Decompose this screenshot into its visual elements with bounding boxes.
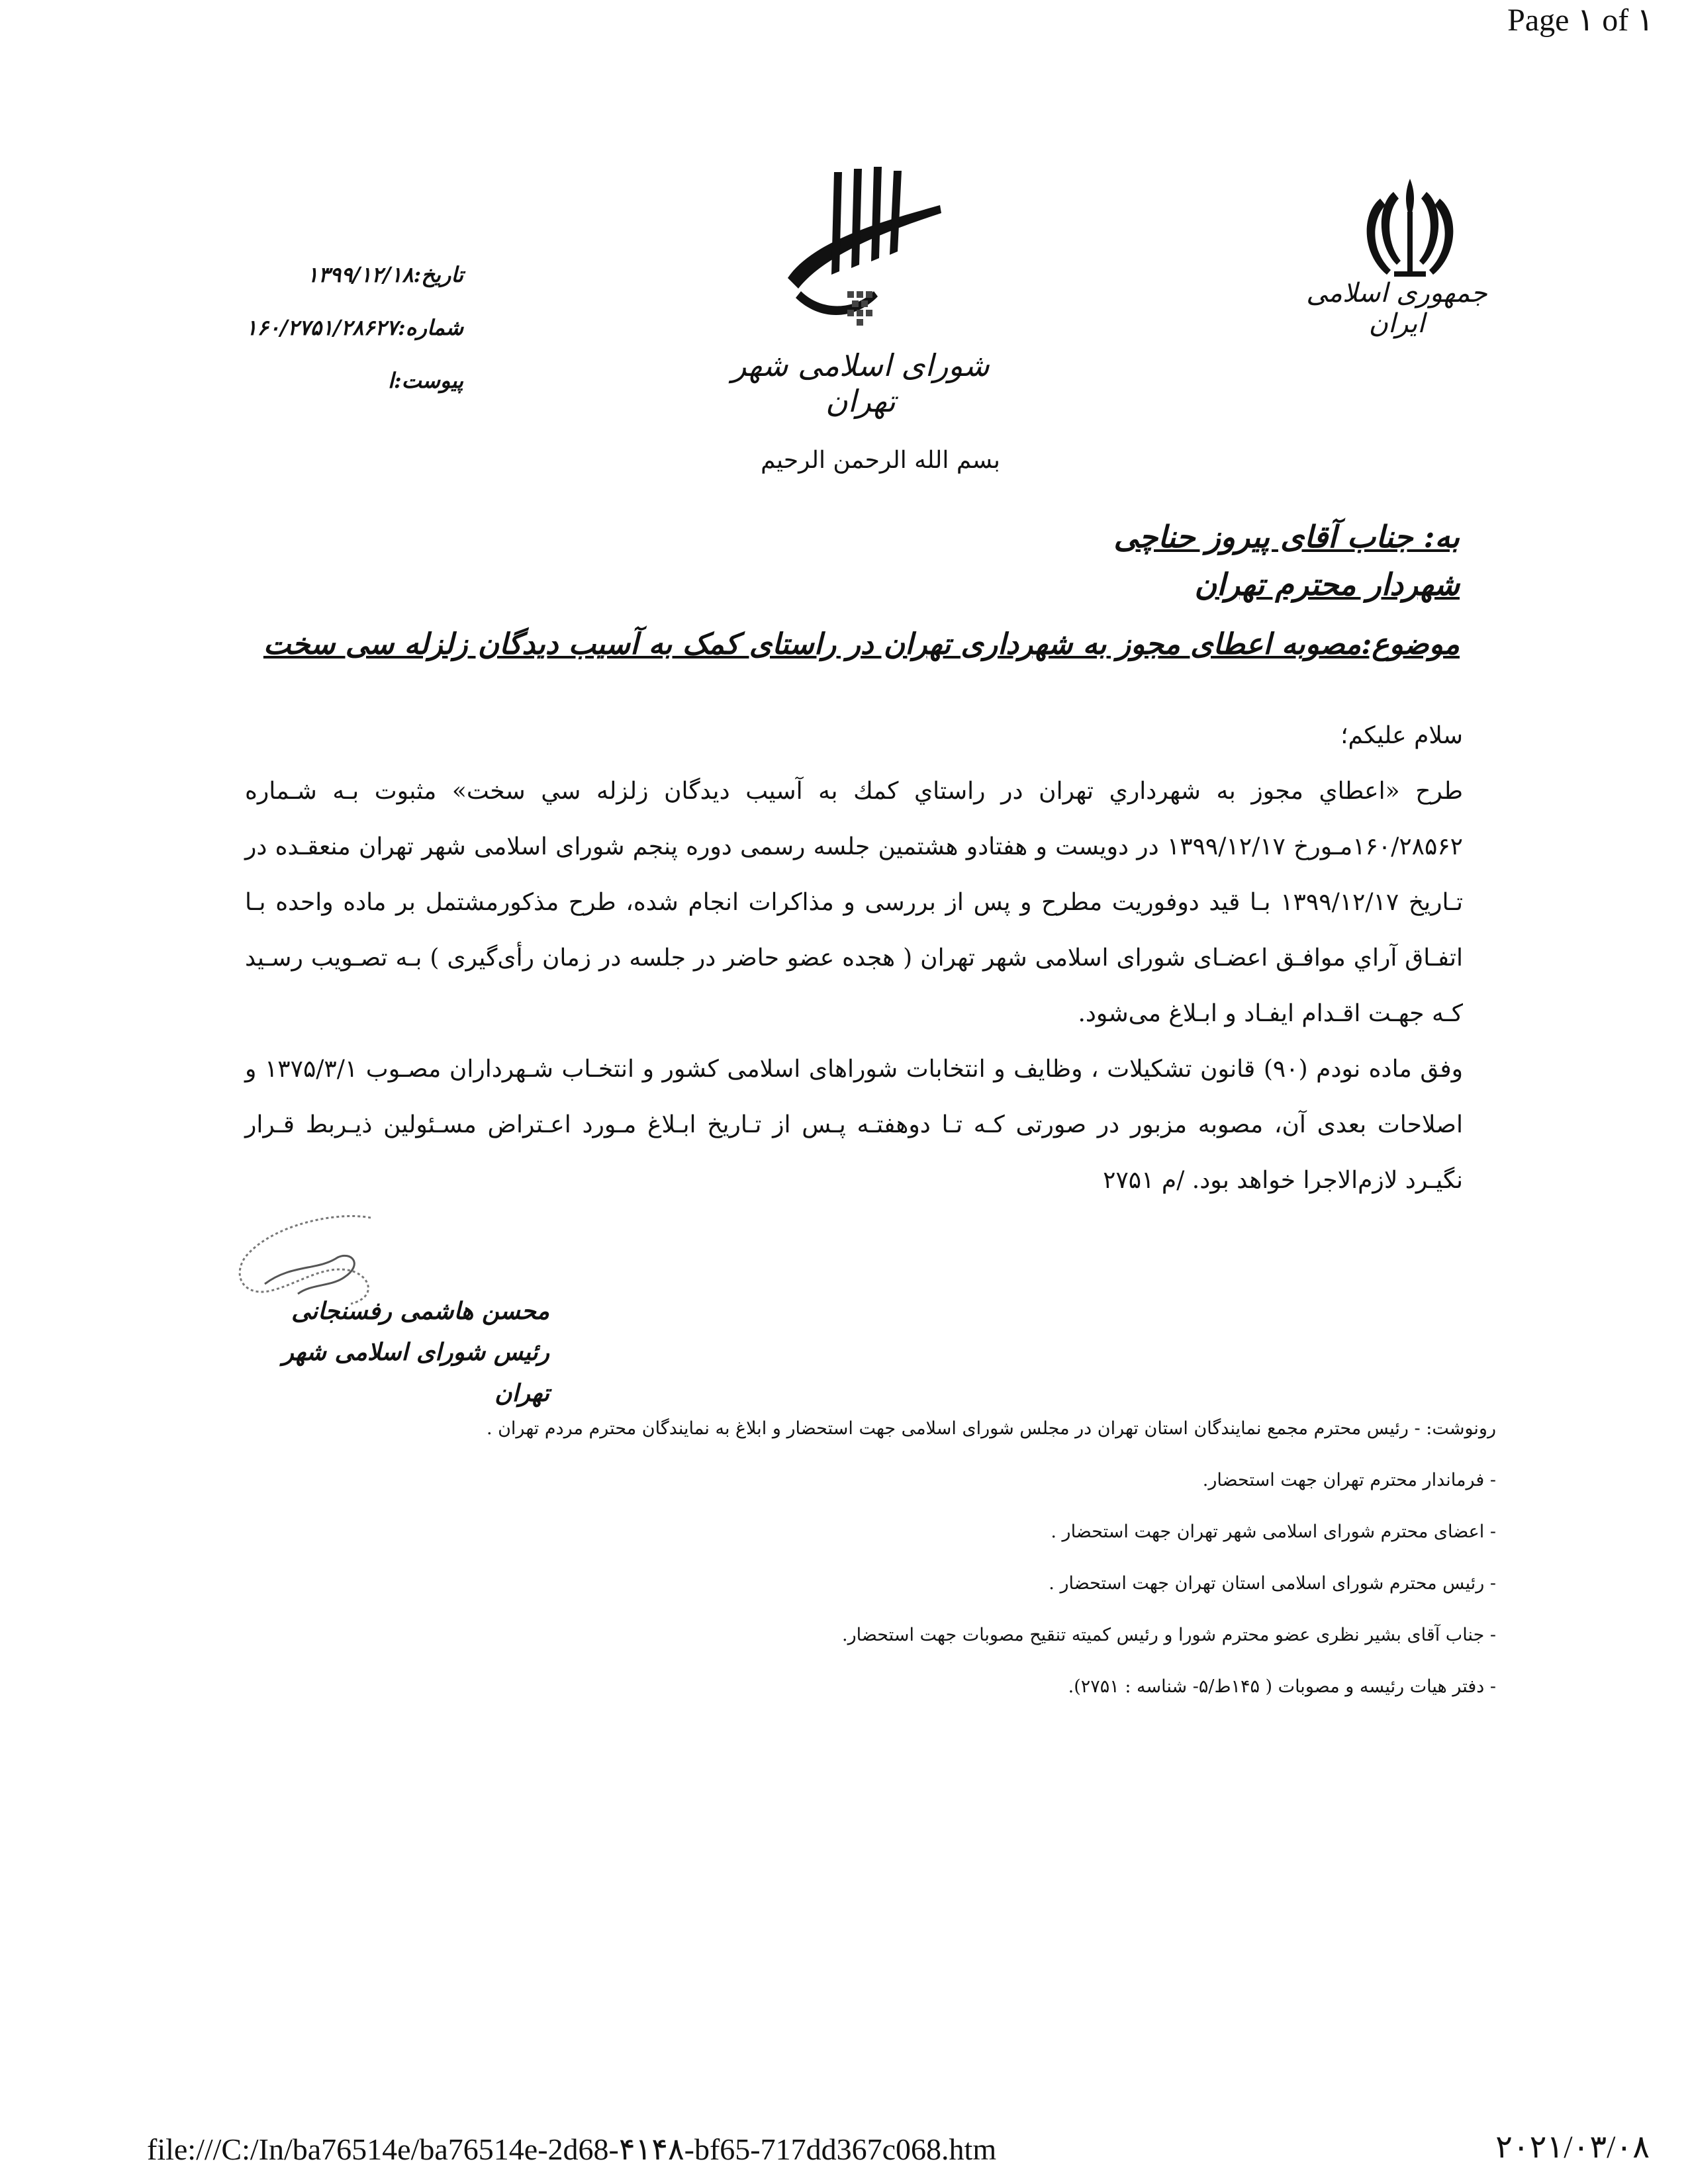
- bismillah: بسم الله الرحمن الرحيم: [761, 447, 1000, 474]
- letter-body: [245, 708, 1463, 1208]
- addressee-name: به: جناب آقای پیروز حناچی: [1113, 519, 1460, 555]
- cc-item: - دفتر هیات رئیسه و مصوبات ( ۱۴۵ط/۵- شناسه : ۲۷۵۱).: [1068, 1676, 1496, 1697]
- signer-block: [245, 1291, 549, 1414]
- addressee: [1113, 513, 1460, 608]
- print-date: ۲۰۲۱/۰۳/۰۸: [1495, 2130, 1650, 2165]
- signer-name: محسن هاشمی رفسنجانی: [291, 1297, 549, 1325]
- council-caption: شورای اسلامی شهر تهران: [731, 347, 990, 419]
- emblem-caption: جمهوری اسلامی ایران: [1306, 278, 1487, 339]
- cc-item: - فرماندار محترم تهران جهت استحضار.: [1202, 1470, 1496, 1490]
- cc-item: رونوشت: - رئیس محترم مجمع نمایندگان استان تهران در مجلس شورای اسلامی جهت استحضار و ابلاغ به نمایندگان محترم مردم تهران .: [486, 1418, 1496, 1439]
- body-paragraph-1: طرح «اعطاي مجوز به شهرداري تهران در راستاي كمك به آسيب ديدگان زلزله سي سخت» مثبوت بـه شـماره ۱۶۰/۲۸۵۶۲مـورخ ۱۳۹۹/۱۲/۱۷ در دویست و هفتادو هشتمین جلسه رسمی دوره پنجم شورای اسلامی شهر تهران منعقـده در تـاریخ ۱۳۹۹/۱۲/۱۷ بـا قید دوفوریت مطرح و پس از بررسی و مذاکرات انجام شده، طرح مذکورمشتمل بر ماده واحده بـا اتفـاق آراي موافـق اعضـای شورای اسلامی شهر تهران ( هجده عضو حاضر در جلسه در زمان رأی‌گیری ) بـه تصـویب رسـید کـه جهـت اقـدام ایفـاد و ابـلاغ می‌شود.: [245, 778, 1464, 1027]
- addressee-title: شهردار محترم تهران: [1194, 567, 1460, 602]
- letter-meta: [238, 248, 463, 407]
- letter-attachment: پیوست:ا: [387, 368, 463, 393]
- body-paragraph-2: وفق ماده نودم (۹۰) قانون تشکیلات ، وظایف و انتخابات شوراهای اسلامی کشور و انتخـاب شـهرداران مصـوب ۱۳۷۵/۳/۱ و اصلاحات بعدی آن، مصوبه مزبور در صورتی کـه تـا دوهفتـه پـس از تـاریخ ابـلاغ مـورد اعـتراض مسـئولین ذیـربط قـرار نگیـرد لازم‌الاجرا خواهد بود. /م ۲۷۵۱: [245, 1056, 1464, 1194]
- letter-number: شماره:۱۶۰/۲۷۵۱/۲۸۶۲۷: [246, 315, 463, 340]
- signer-title: رئیس شورای اسلامی شهر تهران: [282, 1338, 549, 1407]
- cc-item: - جناب آقای بشیر نظری عضو محترم شورا و رئیس کمیته تنقیح مصوبات جهت استحضار.: [842, 1625, 1496, 1645]
- greeting: سلام علیکم؛: [1340, 722, 1463, 749]
- cc-item: - اعضای محترم شورای اسلامی شهر تهران جهت استحضار .: [1051, 1522, 1496, 1542]
- cc-list: [486, 1403, 1496, 1713]
- letter-date: تاریخ:۱۳۹۹/۱۲/۱۸: [306, 262, 463, 287]
- file-path: file:///C:/In/ba76514e/ba76514e-2d68-۴۱۴۸-bf65-717dd367c068.htm: [147, 2132, 997, 2166]
- letter-subject: موضوع:مصوبه اعطای مجوز به شهرداری تهران در راستای کمک به آسیب دیدگان زلزله سی سخت: [263, 627, 1460, 661]
- page-number: Page ۱ of ۱: [1507, 3, 1654, 38]
- cc-item: - رئیس محترم شورای اسلامی استان تهران جهت استحضار .: [1049, 1573, 1496, 1594]
